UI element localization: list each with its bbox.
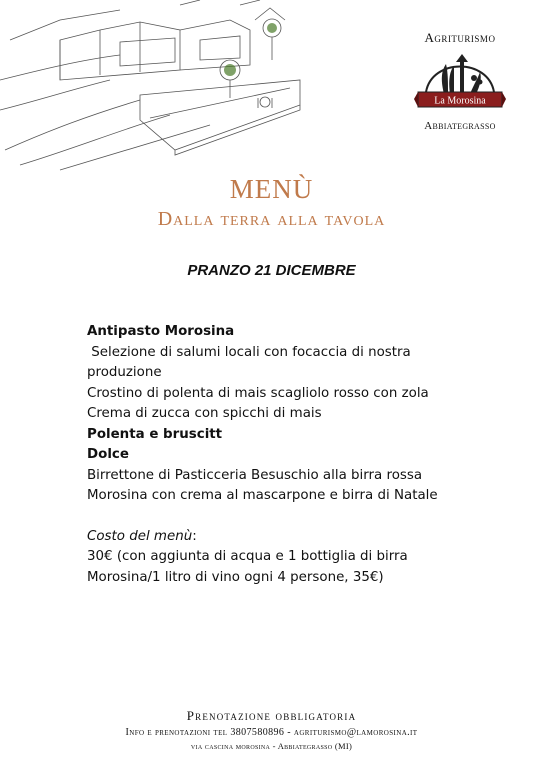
footer <box>0 708 543 751</box>
logo-emblem-icon <box>414 48 506 118</box>
event-date-heading: PRANZO 21 DICEMBRE <box>187 262 356 279</box>
logo-place-text: Abbiategrasso <box>424 120 496 132</box>
cost-colon: : <box>192 528 197 544</box>
menu-title: MENÙ <box>229 174 314 204</box>
menu-body <box>87 322 517 588</box>
logo-agriturismo-text: Agriturismo <box>424 30 496 45</box>
spacer <box>87 507 517 527</box>
menu-item-line: Crostino di polenta di mais scagliolo rosso con zola <box>87 385 429 401</box>
cost-line: Morosina/1 litro di vino ogni 4 persone, 35€) <box>87 569 384 585</box>
menu-subtitle: Dalla terra alla tavola <box>157 208 386 230</box>
menu-item-line: Selezione di salumi locali con focaccia di nostra <box>87 344 411 360</box>
brand-logo <box>400 30 520 132</box>
section-antipasto: Antipasto Morosina <box>87 324 235 339</box>
farmhouse-sketch-illustration <box>0 0 330 175</box>
cost-line: 30€ (con aggiunta di acqua e 1 bottiglia di birra <box>87 549 408 564</box>
menu-item-line: Morosina con crema al mascarpone e birra di Natale <box>87 488 438 503</box>
section-dolce: Dolce <box>87 447 129 462</box>
section-piatto: Polenta e bruscitt <box>87 426 223 442</box>
menu-item-line: Birrettone di Pasticceria Besuschio alla birra rossa <box>87 467 423 483</box>
logo-banner-text: La Morosina <box>434 95 486 107</box>
address-text: via cascina morosina - Abbiategrasso (MI) <box>190 741 353 751</box>
reservation-required-text: Prenotazione obbligatoria <box>186 708 357 723</box>
menu-item-line: Crema di zucca con spicchi di mais <box>87 406 322 421</box>
contact-info-text: Info e prenotazioni tel 3807580896 - agriturismo@lamorosina.it <box>125 727 418 738</box>
menu-item-line: produzione <box>87 365 162 380</box>
cost-label: Costo del menù <box>87 528 193 544</box>
cost-heading <box>87 527 517 548</box>
